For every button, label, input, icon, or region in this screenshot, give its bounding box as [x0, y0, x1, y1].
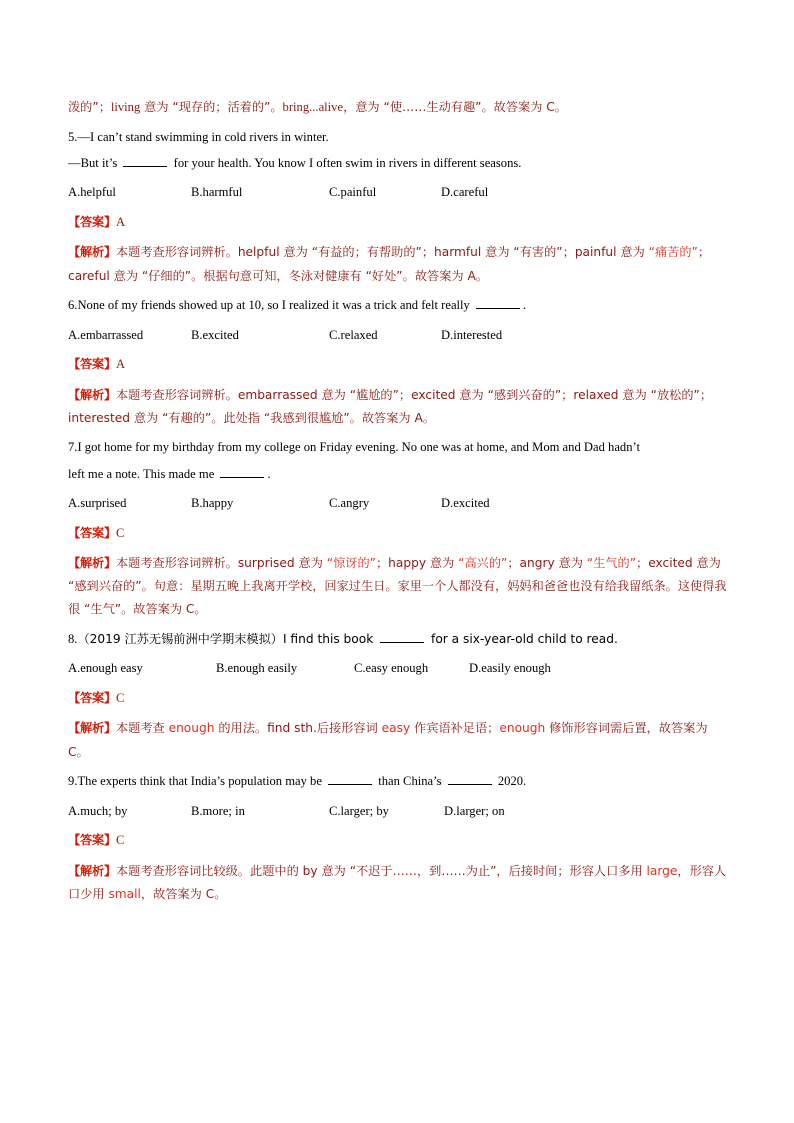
analysis-fragment: ；happy 意为 [375, 556, 455, 570]
question-8-option-d[interactable]: D.easily enough [469, 661, 551, 676]
analysis-fragment: 修饰形容词需后置，故答案为 C。 [68, 721, 708, 759]
question-5-option-c[interactable]: C.painful [329, 185, 377, 200]
question-5-option-d[interactable]: D.careful [441, 185, 489, 200]
answer-blank [328, 774, 372, 786]
analysis-fragment: 意为 “有益的；有帮助的”； [279, 245, 435, 260]
question-8-answer [68, 687, 730, 710]
highlighted-term: large [646, 863, 678, 878]
question-8-number: 8. [68, 632, 78, 647]
question-5-options [68, 181, 730, 204]
question-6-answer [68, 353, 730, 376]
question-6-options [68, 324, 730, 347]
highlighted-term: enough [168, 721, 215, 736]
analysis-label: 【解析】 [68, 387, 116, 402]
answer-label: 【答案】 [68, 357, 116, 372]
question-5-text-1: —I can’t stand swimming in cold rivers in winter. [77, 129, 329, 144]
question-7-stem-line-1 [68, 436, 730, 459]
answer-blank [476, 298, 520, 310]
analysis-fragment: 本题考查形容词辨析。embarrassed 意为 “尴尬的”；excited 意为 “感到兴奋的”；relaxed 意为 “放松的”；interested 意为 “有趣的”。此处指 “我感到很尴尬”。故答案为 A。 [68, 387, 713, 425]
analysis-fragment: helpful [237, 245, 280, 260]
question-7-answer [68, 522, 730, 545]
analysis-fragment: 本题考查形容词辨析。surprised 意为 [115, 556, 323, 570]
analysis-fragment: ；angry 意为 [507, 556, 583, 570]
question-8-option-a[interactable]: A.enough easy [68, 661, 143, 676]
question-5-answer [68, 211, 730, 234]
analysis-label: 【解析】 [68, 245, 116, 260]
question-9-number: 9. [68, 774, 78, 789]
analysis-fragment: 本题考查形容词辨析。 [115, 245, 238, 260]
answer-blank [220, 466, 264, 478]
question-6-option-b[interactable]: B.excited [191, 327, 239, 342]
answer-blank [123, 155, 167, 167]
analysis-label: 【解析】 [68, 556, 116, 570]
question-9-answer [68, 829, 730, 852]
question-6-option-a[interactable]: A.embarrassed [68, 327, 144, 342]
question-8-analysis [68, 717, 730, 763]
highlighted-term: easy [381, 721, 411, 736]
question-6-analysis [68, 384, 730, 430]
carryover-text-2: ，意为 “使……生动有趣”。故答案为 C。 [343, 100, 567, 114]
question-5-answer-value: A [115, 215, 126, 230]
question-7-analysis-text [68, 556, 727, 616]
question-8-options [68, 657, 730, 680]
question-6-answer-value: A [115, 357, 126, 372]
question-9-analysis-text [68, 864, 726, 901]
question-7-stem-line-2 [68, 463, 730, 486]
question-7-option-b[interactable]: B.happy [191, 496, 234, 510]
question-9-option-d[interactable]: D.larger; on [444, 803, 505, 818]
answer-label: 【答案】 [68, 525, 116, 540]
question-9-analysis [68, 860, 730, 906]
analysis-fragment: ，形容人口少用 [68, 863, 727, 901]
carryover-word-living: living [110, 100, 141, 114]
question-6-option-c[interactable]: C.relaxed [329, 327, 378, 342]
question-9-option-b[interactable]: B.more; in [191, 803, 245, 818]
analysis-fragment: 的用法。find sth.后接形容词 [214, 721, 382, 736]
question-7-option-a[interactable]: A.surprised [68, 496, 127, 510]
question-5-analysis [68, 241, 730, 287]
question-8-text-1: （2019 江苏无锡前洲中学期末模拟）I find this book for a six-year-old child to read. [77, 632, 618, 647]
highlighted-term: enough [499, 721, 546, 736]
question-7-text-1: I got home for my birthday from my college on Friday evening. No one was at home, and Mom and Dad hadn’t [77, 440, 640, 455]
question-8-analysis-text [68, 721, 708, 758]
question-9-option-c[interactable]: C.larger; by [329, 803, 389, 818]
carryover-text-1: 意为 “现存的；活着的”。 [140, 100, 283, 114]
answer-label: 【答案】 [68, 691, 116, 706]
question-5-analysis-text [68, 245, 710, 282]
question-6-text-1: None of my friends showed up at 10, so I realized it was a trick and felt really . [77, 298, 527, 313]
answer-blank [448, 774, 492, 786]
answer-label: 【答案】 [68, 215, 116, 230]
question-9-options [68, 800, 730, 823]
carryover-word-bring-alive: bring...alive [282, 100, 344, 114]
question-7-text-2: left me a note. This made me . [68, 466, 271, 481]
highlighted-term: “生气的” [582, 556, 637, 570]
answer-blank [380, 632, 424, 643]
question-6-option-d[interactable]: D.interested [441, 327, 503, 342]
highlighted-term: “痛苦的” [644, 245, 698, 260]
highlighted-term: “惊讶的” [322, 556, 376, 570]
question-9-option-a[interactable]: A.much; by [68, 803, 128, 818]
analysis-fragment: ，故答案为 C。 [140, 886, 227, 901]
carryover-analysis-line [68, 96, 730, 119]
question-8-stem-line-1 [68, 628, 730, 651]
question-8-option-b[interactable]: B.enough easily [216, 661, 298, 676]
question-8-answer-value: C [115, 691, 125, 706]
question-7-option-c[interactable]: C.angry [329, 496, 370, 510]
analysis-fragment: 意为 “有害的”； [481, 245, 575, 260]
question-6-analysis-text [68, 388, 712, 425]
answer-label: 【答案】 [68, 833, 116, 848]
carryover-prefix: 泼的”； [68, 100, 111, 114]
analysis-fragment: harmful [434, 245, 482, 260]
question-6-stem-line-1 [68, 294, 730, 317]
question-6-number: 6. [68, 298, 78, 313]
question-9-stem-line-1 [68, 770, 730, 793]
question-8-option-c[interactable]: C.easy enough [354, 661, 429, 676]
question-7-number: 7. [68, 440, 78, 455]
question-7-answer-value: C [115, 525, 125, 540]
question-5-stem-line-1 [68, 126, 730, 149]
question-5-text-2: —But it’s for your health. You know I often swim in rivers in different seasons. [68, 156, 522, 170]
analysis-fragment: 本题考查形容词比较级。此题中的 by 意为 “不迟于……，到……为止”，后接时间；形容人口多用 [115, 863, 647, 878]
analysis-label: 【解析】 [68, 863, 116, 878]
question-7-options [68, 492, 730, 515]
question-5-number: 5. [68, 129, 78, 144]
question-7-analysis [68, 552, 730, 622]
question-5-option-a[interactable]: A.helpful [68, 185, 116, 200]
question-5-option-b[interactable]: B.harmful [191, 185, 243, 200]
question-7-option-d[interactable]: D.excited [441, 496, 490, 510]
question-9-text-1: The experts think that India’s population may be than China’s 2020. [77, 774, 527, 789]
analysis-fragment: ；careful 意为 “仔细的”。根据句意可知，冬泳对健康有 “好处”。故答案为 A。 [68, 245, 711, 283]
analysis-fragment: painful [574, 245, 617, 260]
analysis-fragment: ；excited 意为 “感到兴奋的”。句意：星期五晚上我离开学校，回家过生日。家里一个人都没有，妈妈和爸爸也没有给我留纸条。这使得我很 “生气”。故答案为 C。 [68, 556, 727, 617]
analysis-fragment: 本题考查 [115, 721, 169, 736]
analysis-label: 【解析】 [68, 721, 116, 736]
document-body [68, 96, 730, 906]
analysis-fragment: 意为 [616, 245, 645, 260]
analysis-fragment: 作宾语补足语； [410, 721, 500, 736]
highlighted-term: “高兴的” [454, 556, 508, 570]
question-9-answer-value: C [115, 833, 125, 848]
highlighted-term: small [108, 886, 141, 901]
question-5-stem-line-2 [68, 152, 730, 175]
